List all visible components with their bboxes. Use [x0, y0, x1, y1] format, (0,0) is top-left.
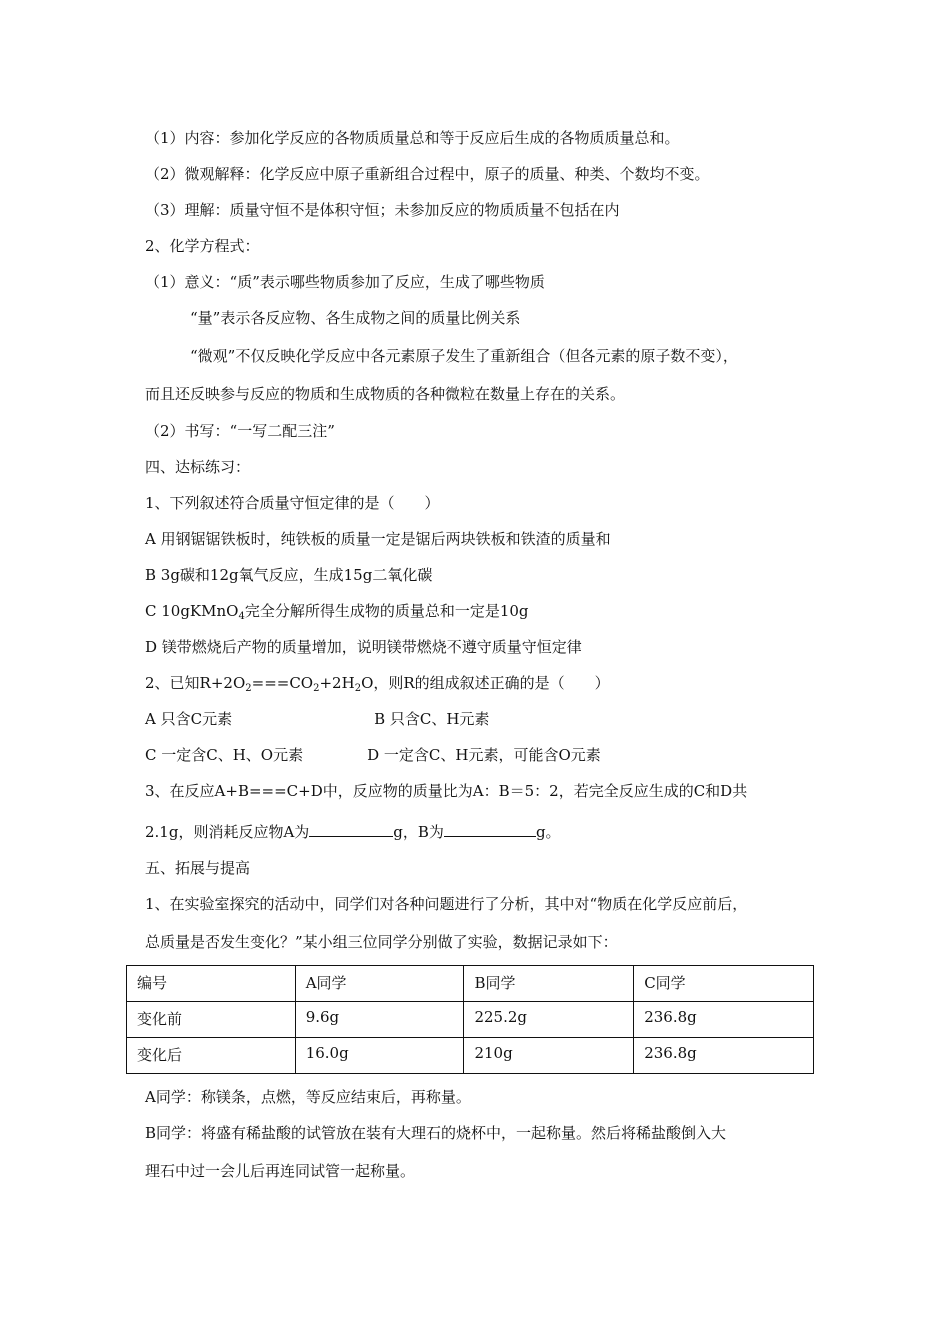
table-cell: 9.6g [295, 1002, 464, 1038]
extension-q1: 1、在实验室探究的活动中，同学们对各种问题进行了分析，其中对“物质在化学反应前后， [145, 895, 748, 913]
meaning-line-quality: （1）意义：“质”表示哪些物质参加了反应，生成了哪些物质 [145, 273, 545, 291]
table-header-cell: B同学 [464, 966, 634, 1002]
q1-option-b: B 3g碳和12g氧气反应，生成15g二氧化碳 [145, 566, 433, 584]
q2-option-a: A 只含C元素 [145, 710, 233, 728]
table-cell: 变化前 [127, 1002, 296, 1038]
writing-line: （2）书写：“一写二配三注” [145, 422, 335, 440]
table-cell: 236.8g [634, 1002, 814, 1038]
section-heading-extension: 五、拓展与提高 [145, 859, 251, 877]
section-heading-equation: 2、化学方程式： [145, 237, 260, 255]
understanding-line: （3）理解：质量守恒不是体积守恒；未参加反应的物质质量不包括在内 [145, 201, 620, 219]
meaning-line-quantity: “量”表示各反应物、各生成物之间的质量比例关系 [190, 309, 521, 327]
law-content-line: （1）内容：参加化学反应的各物质质量总和等于反应后生成的各物质质量总和。 [145, 129, 680, 147]
question-1: 1、下列叙述符合质量守恒定律的是（ ） [145, 494, 440, 512]
meaning-line-micro: “微观”不仅反映化学反应中各元素原子发生了重新组合（但各元素的原子数不变）， [190, 347, 738, 365]
answer-blank-b[interactable] [444, 822, 536, 837]
table-row [127, 1038, 814, 1074]
q1-option-d: D 镁带燃烧后产物的质量增加，说明镁带燃烧不遵守质量守恒定律 [145, 638, 582, 656]
q1-option-c: C 10gKMnO$_4$完全分解所得生成物的质量总和一定是10g [145, 602, 529, 622]
meaning-line-micro-cont: 而且还反映参与反应的物质和生成物质的各种微粒在数量上存在的关系。 [145, 385, 626, 403]
section-heading-practice: 四、达标练习： [145, 458, 251, 476]
q2-options-ab [145, 709, 489, 729]
table-header-cell: C同学 [634, 966, 814, 1002]
table-header-row [127, 966, 814, 1002]
table-header-cell: 编号 [127, 966, 296, 1002]
question-3: 3、在反应A+B===C+D中，反应物的质量比为A：B＝5：2，若完全反应生成的C和D共 [145, 782, 748, 800]
q2-option-d: D 一定含C、H元素，可能含O元素 [367, 746, 601, 764]
q1-option-a: A 用钢锯锯铁板时，纯铁板的质量一定是锯后两块铁板和铁渣的质量和 [145, 530, 611, 548]
table-cell: 210g [464, 1038, 634, 1074]
table-cell: 16.0g [295, 1038, 464, 1074]
question-3-cont: 2.1g，则消耗反应物A为 g，B为 g。 [145, 823, 561, 841]
experiment-data-table [126, 965, 814, 1074]
student-b-description-cont: 理石中过一会儿后再连同试管一起称量。 [145, 1162, 416, 1180]
student-a-description: A同学：称镁条，点燃，等反应结束后，再称量。 [145, 1088, 471, 1106]
student-b-description: B同学：将盛有稀盐酸的试管放在装有大理石的烧杯中，一起称量。然后将稀盐酸倒入大 [145, 1124, 727, 1142]
table-cell: 236.8g [634, 1038, 814, 1074]
q2-option-c: C 一定含C、H、O元素 [145, 746, 304, 764]
q2-option-b: B 只含C、H元素 [374, 710, 490, 728]
table-row [127, 1002, 814, 1038]
extension-q1-cont: 总质量是否发生变化？”某小组三位同学分别做了实验，数据记录如下： [145, 933, 618, 951]
table-cell: 变化后 [127, 1038, 296, 1074]
answer-blank-a[interactable] [309, 822, 393, 837]
table-header-cell: A同学 [295, 966, 464, 1002]
q2-options-cd [145, 745, 601, 765]
micro-explanation-line: （2）微观解释：化学反应中原子重新组合过程中，原子的质量、种类、个数均不变。 [145, 165, 710, 183]
table-cell: 225.2g [464, 1002, 634, 1038]
question-2: 2、已知$R+2O_2===CO_2+2H_2O$，则R的组成叙述正确的是（ ） [145, 674, 610, 694]
